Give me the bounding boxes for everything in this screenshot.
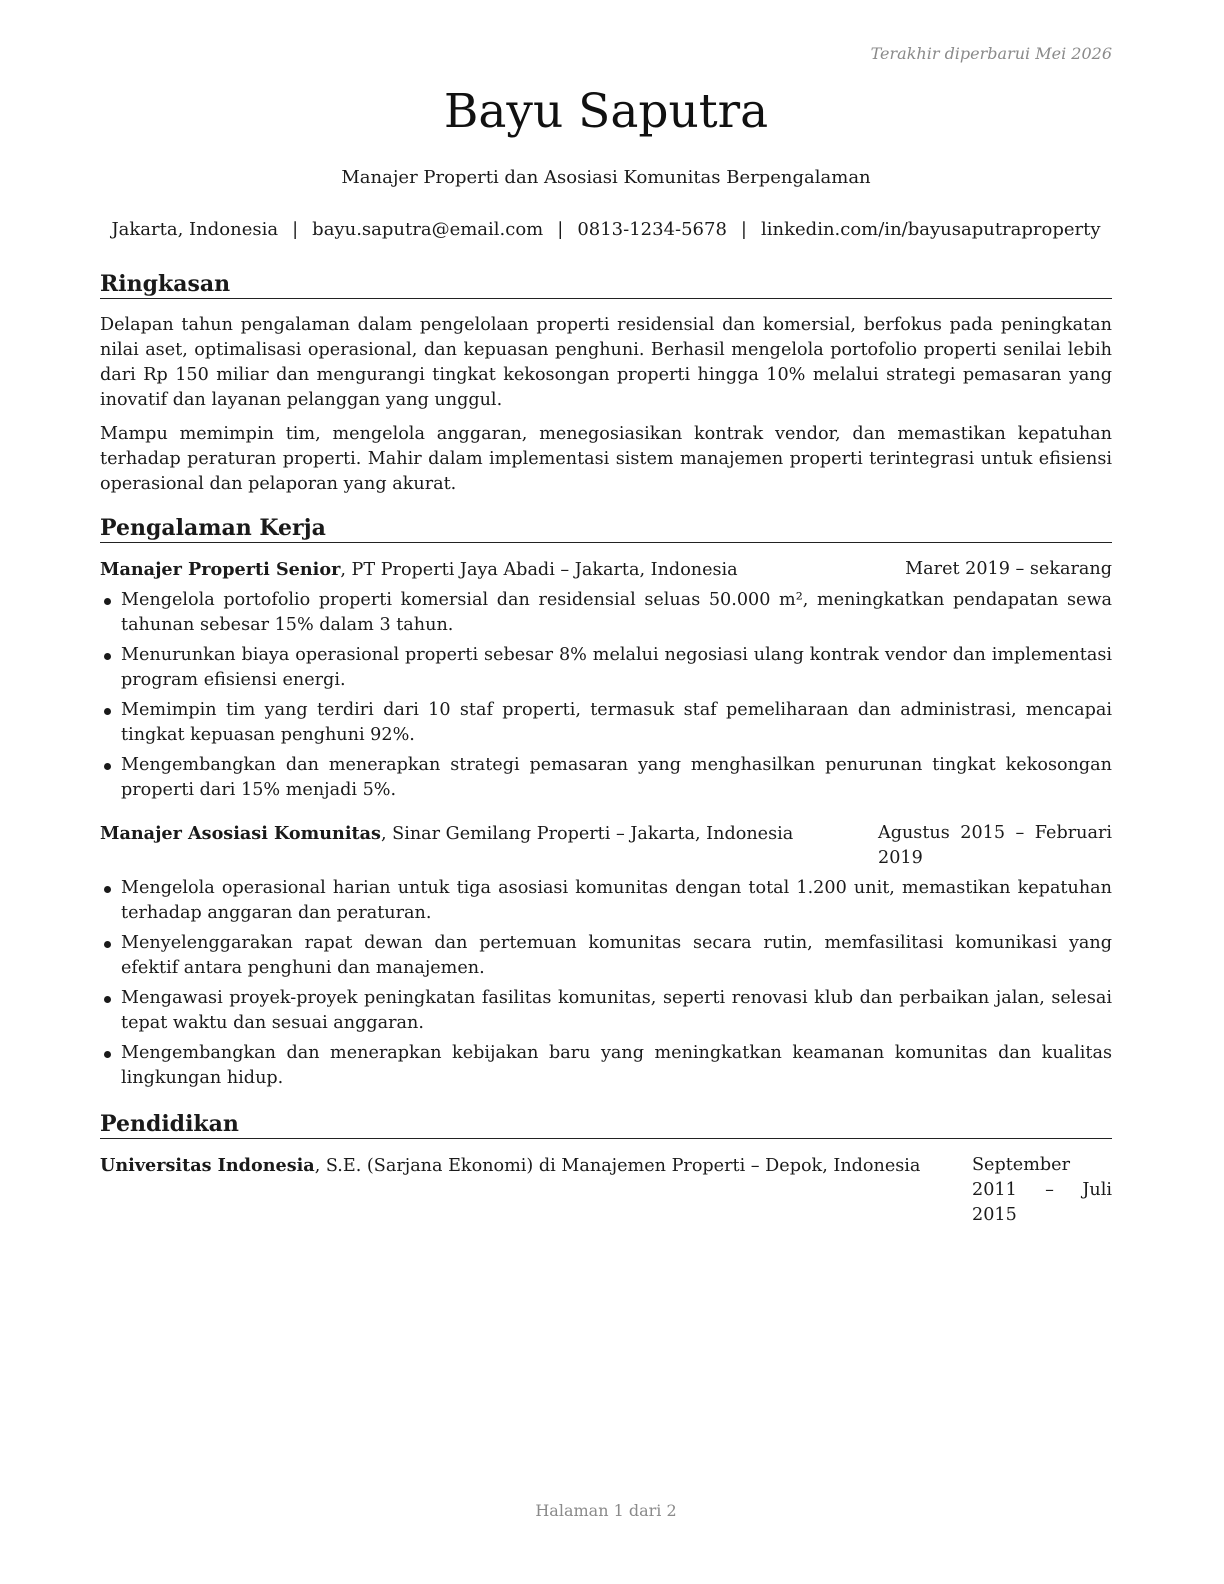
- page-number: Halaman 1 dari 2: [535, 1501, 677, 1520]
- education-degree: , S.E. (Sarjana Ekonomi) di Manajemen Properti – Depok, Indonesia: [314, 1156, 921, 1176]
- job-company: , PT Properti Jaya Abadi – Jakarta, Indonesia: [340, 560, 738, 580]
- summary-section: [100, 270, 1112, 497]
- contact-separator: |: [557, 219, 564, 240]
- contact-linkedin[interactable]: linkedin.com/in/bayusaputraproperty: [761, 219, 1101, 240]
- job-role: Manajer Properti Senior: [100, 559, 341, 580]
- job-bullets: [100, 876, 1112, 1091]
- job-date: Maret 2019 – sekarang: [905, 559, 1112, 579]
- list-item: Mengawasi proyek-proyek peningkatan fasilitas komunitas, seperti renovasi klub dan perbaikan jalan, selesai tepat waktu dan sesuai anggaran.: [100, 986, 1112, 1036]
- list-item: Mengembangkan dan menerapkan kebijakan baru yang meningkatkan keamanan komunitas dan kualitas lingkungan hidup.: [100, 1041, 1112, 1091]
- candidate-name: Bayu Saputra: [443, 84, 769, 139]
- list-item: Mengelola operasional harian untuk tiga asosiasi komunitas dengan total 1.200 unit, memastikan kepatuhan terhadap anggaran dan peraturan.: [100, 876, 1112, 926]
- summary-paragraph-2: Mampu memimpin tim, mengelola anggaran, menegosiasikan kontrak vendor, dan memastikan kepatuhan terhadap peraturan properti. Mahir dalam implementasi sistem manajemen properti terintegrasi untuk efisiensi operasional dan pelaporan yang akurat.: [100, 424, 1112, 494]
- list-item: Mengelola portofolio properti komersial dan residensial seluas 50.000 m², meningkatkan pendapatan sewa tahunan sebesar 15% dalam 3 tahun.: [100, 588, 1112, 638]
- list-item: Menurunkan biaya operasional properti sebesar 8% melalui negosiasi ulang kontrak vendor dan implementasi program efisiensi energi.: [100, 643, 1112, 693]
- education-date: September 2011 – Juli 2015: [972, 1155, 1112, 1225]
- contact-line: [100, 219, 1112, 240]
- job-header: [100, 821, 1112, 871]
- resume-page: [100, 0, 1112, 1584]
- contact-separator: |: [292, 219, 299, 240]
- section-title-experience: Pengalaman Kerja: [100, 514, 1112, 543]
- tagline: Manajer Properti dan Asosiasi Komunitas Berpengalaman: [341, 167, 871, 188]
- job-header: [100, 557, 1112, 583]
- list-item: Mengembangkan dan menerapkan strategi pemasaran yang menghasilkan penurunan tingkat kekosongan properti dari 15% menjadi 5%.: [100, 753, 1112, 803]
- contact-phone: 0813-1234-5678: [577, 219, 727, 240]
- experience-section: [100, 514, 1112, 1096]
- section-title-summary: Ringkasan: [100, 270, 1112, 299]
- education-entry: [100, 1153, 1112, 1228]
- job-title: [100, 557, 738, 583]
- job-role: Manajer Asosiasi Komunitas: [100, 823, 381, 844]
- job-company: , Sinar Gemilang Properti – Jakarta, Indonesia: [380, 824, 794, 844]
- last-updated: Terakhir diperbarui Mei 2026: [870, 44, 1112, 63]
- contact-email[interactable]: bayu.saputra@email.com: [312, 219, 544, 240]
- section-title-education: Pendidikan: [100, 1110, 1112, 1139]
- list-item: Menyelenggarakan rapat dewan dan pertemuan komunitas secara rutin, memfasilitasi komunikasi yang efektif antara penghuni dan manajemen.: [100, 931, 1112, 981]
- list-item: Memimpin tim yang terdiri dari 10 staf properti, termasuk staf pemeliharaan dan administrasi, mencapai tingkat kepuasan penghuni 92%.: [100, 698, 1112, 748]
- job-date: Agustus 2015 – Februari 2019: [878, 823, 1112, 868]
- contact-separator: |: [740, 219, 747, 240]
- job-bullets: [100, 588, 1112, 803]
- education-title: [100, 1153, 920, 1228]
- education-section: [100, 1110, 1112, 1228]
- contact-location: Jakarta, Indonesia: [111, 219, 279, 240]
- education-school: Universitas Indonesia: [100, 1155, 315, 1176]
- summary-paragraph-1: Delapan tahun pengalaman dalam pengelolaan properti residensial dan komersial, berfokus pada peningkatan nilai aset, optimalisasi operasional, dan kepuasan penghuni. Berhasil mengelola portofolio properti senilai lebih dari Rp 150 miliar dan mengurangi tingkat kekosongan properti hingga 10% melalui strategi pemasaran yang inovatif dan layanan pelanggan yang unggul.: [100, 315, 1112, 410]
- job-title: [100, 821, 793, 871]
